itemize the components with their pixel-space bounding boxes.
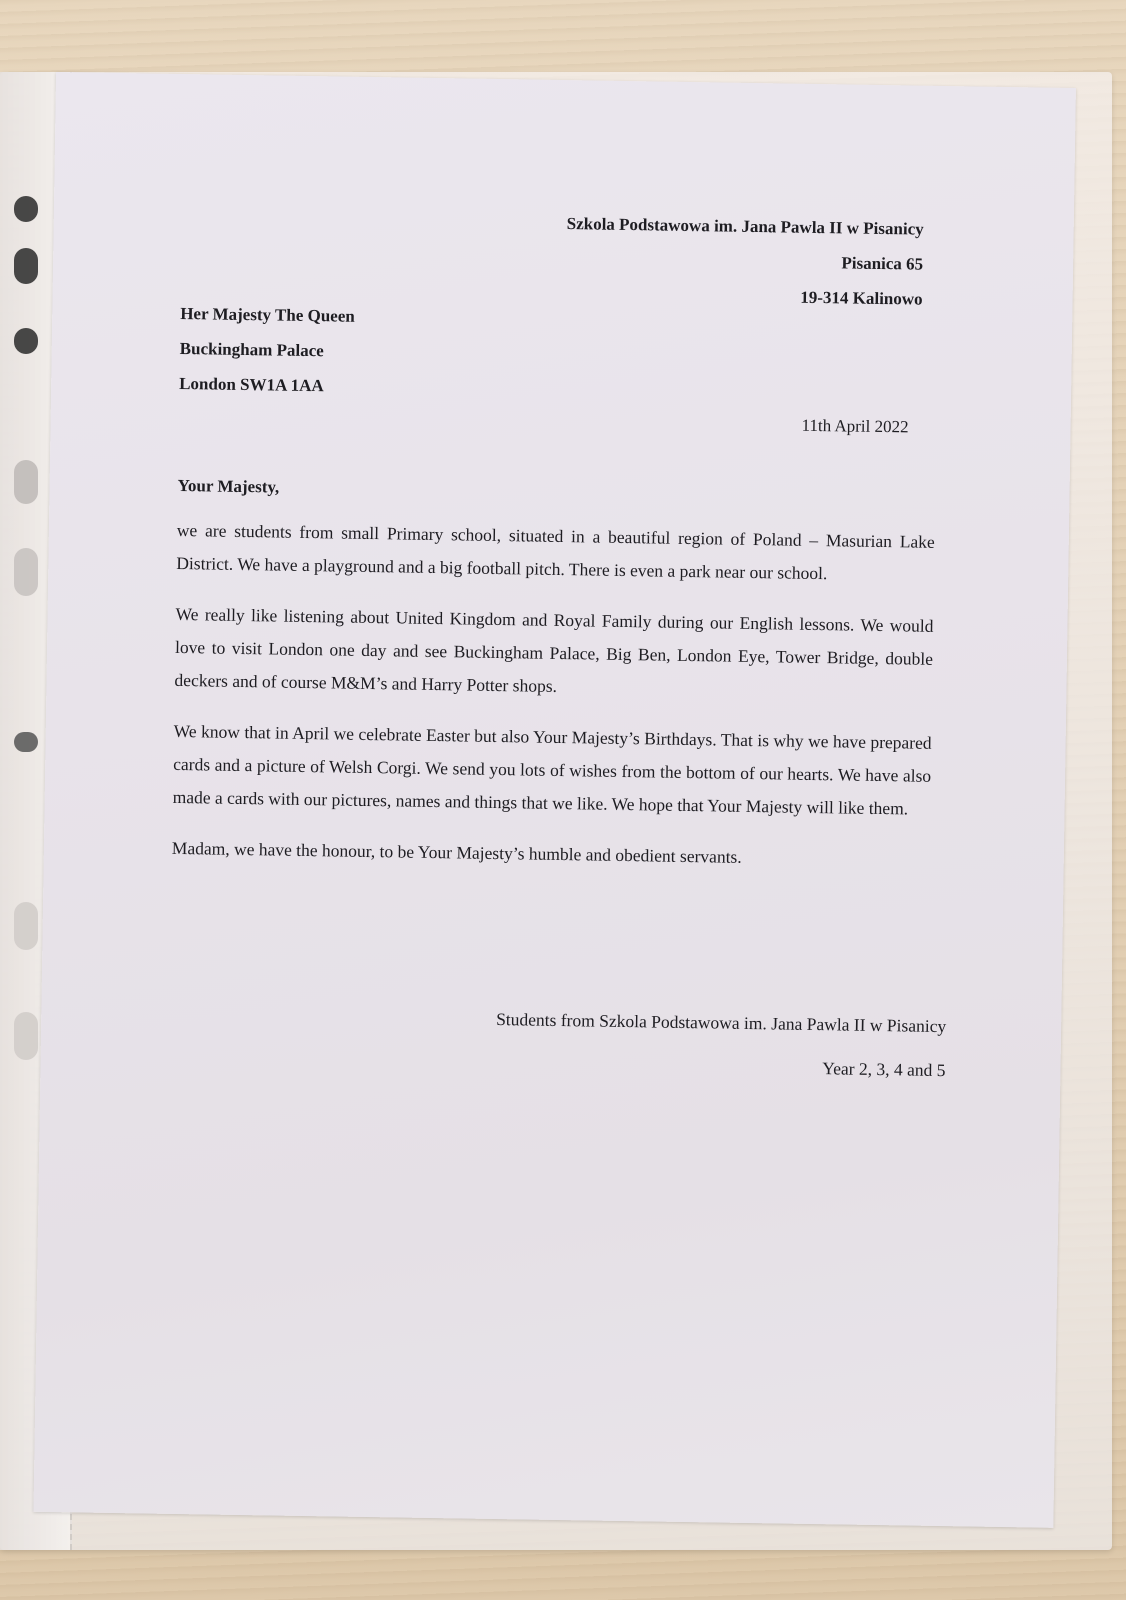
signature-years: Year 2, 3, 4 and 5 <box>822 1058 946 1081</box>
recipient-city: London SW1A 1AA <box>179 373 324 396</box>
punch-hole <box>14 248 38 284</box>
punch-hole <box>14 732 38 752</box>
recipient-address <box>179 296 355 404</box>
recipient-street: Buckingham Palace <box>179 338 324 361</box>
sender-street: Pisanica 65 <box>841 253 924 274</box>
recipient-name: Her Majesty The Queen <box>180 303 355 326</box>
body-paragraph: Madam, we have the honour, to be Your Majesty’s humble and obedient servants. <box>171 837 742 867</box>
salutation: Your Majesty, <box>177 475 280 497</box>
letter <box>33 72 1075 1528</box>
body-paragraph: We know that in April we celebrate Easter but also Your Majesty’s Birthdays. That is why we have prepared cards and a picture of Welsh Corgi. We send you lots of wishes from the bottom of our hearts. We have also made a cards with our pictures, names and things that we like. We hope that Your Majesty will like them. <box>172 720 932 819</box>
punch-hole <box>14 460 38 504</box>
letter-date: 11th April 2022 <box>801 415 909 437</box>
letter-paper <box>33 72 1075 1528</box>
punch-hole <box>14 902 38 950</box>
sender-name: Szkola Podstawowa im. Jana Pawla II w Pisanicy <box>566 214 924 239</box>
body-paragraph: we are students from small Primary school, situated in a beautiful region of Poland – Masurian Lake District. We have a playground and a big football pitch. There is even a park near our school. <box>176 519 935 584</box>
punch-hole <box>14 196 38 222</box>
punch-hole <box>14 328 38 354</box>
punch-hole <box>14 548 38 596</box>
signature: Students from Szkola Podstawowa im. Jana Pawla II w Pisanicy <box>496 1009 947 1037</box>
letter-body <box>171 514 935 895</box>
letter-closing <box>495 997 946 1092</box>
punch-hole <box>14 1012 38 1060</box>
sender-city: 19-314 Kalinowo <box>800 287 923 309</box>
body-paragraph: We really like listening about United Kingdom and Royal Family during our English lessons. We would love to visit London one day and see Buckingham Palace, Big Ben, London Eye, Tower Bridge, double deckers and of course M&M’s and Harry Potter shops. <box>174 603 934 696</box>
sender-address <box>565 206 924 317</box>
